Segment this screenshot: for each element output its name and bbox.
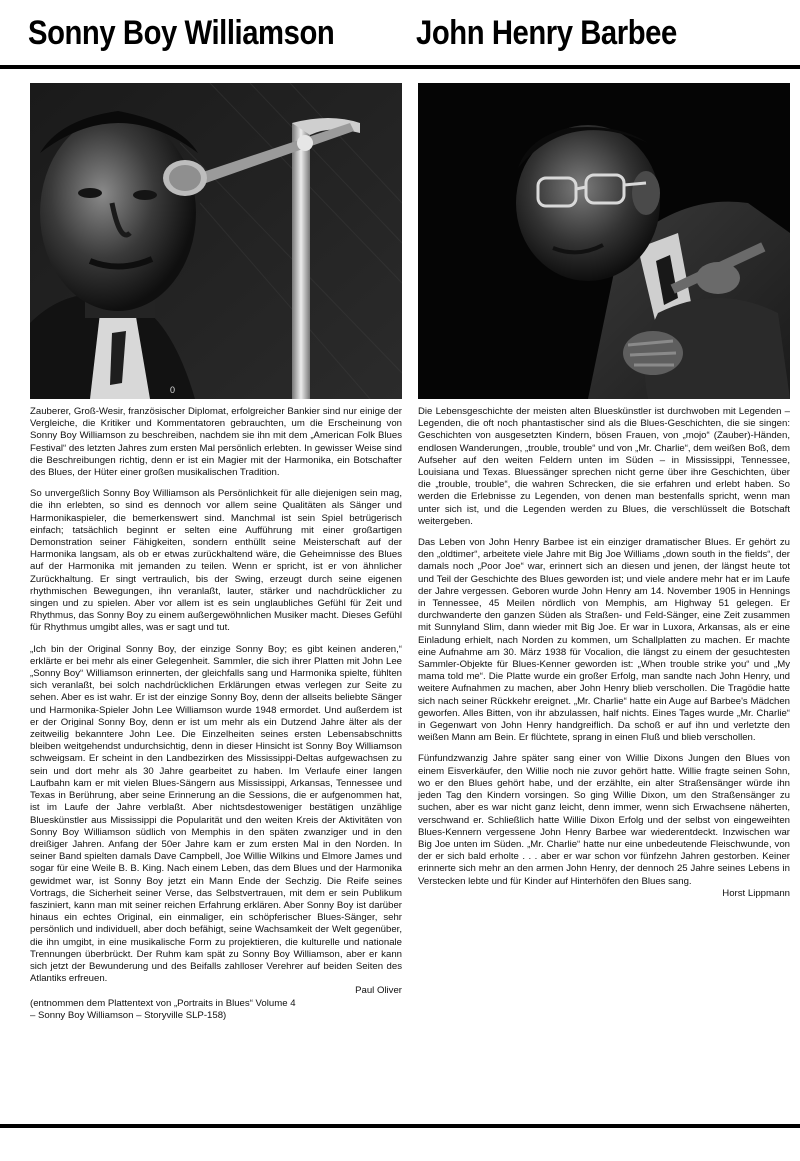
article-john-henry-barbee (418, 406, 790, 900)
left-paragraph-2: So unvergeßlich Sonny Boy Williamson als Persönlichkeit für alle diejenigen sein mag, die ihn erlebten, so sind es dennoch vor allem seine Qualitäten als Sänger und Harmonikaspieler, die bemerkenswert sind. Manchmal ist sein Spiel betrügerisch einfach; tatsächlich beginnt er selten eine Aufführung mit einer großartigen Demonstration seiner Fähigkeiten, sondern enthüllt seine Meisterschaft auf der Harmonika langsam, als ob er etwas zurückhaltend wäre, die Geheimnisse des Blues auf der Harmonika mit jemanden zu teilen. Wenn er spricht, ist er von ähnlicher Zurückhaltung. Er singt vertraulich, bis der Swing, erzeugt durch seine eigenen rhythmischen Bewegungen, ihn veranlaßt, lauter, stärker und nachdrücklicher zu singen und zu spielen. Aber vor allem ist es sein unglaubliches Gefühl für Zeit und Rhythmus, das Sonny Boy zu einem außergewöhnlichen Musiker macht. Dieses Gefühl für Rhythmus umgibt alles, was er sagt und tut. (30, 488, 402, 634)
signature-paul-oliver: Paul Oliver (355, 985, 402, 997)
right-paragraph-3: Fünfundzwanzig Jahre später sang einer von Willie Dixons Jungen den Blues von einem Eisverkäufer, den Willie noch nie zuvor gehört hatte. Willie fragte seinen Sohn, wo er den Blues gehört habe, und der erzählte, ein alter Straßensänger würde ihn jeden Tag den Kindern vorsingen. So ging Willie Dixon, um den Straßensänger zu suchen, aber es war nicht ganz leicht, denn immer, wenn sich Erwachsene näherten, verschwand er. Schließlich hatte Willie Dixon Erfolg und der selbst von eingeweihten Blues-Kennern vergessene John Henry Barbee war wiederentdeckt. Inzwischen war Big Joe unten im Süden. „Mr. Charlie“ hatte nur eine unbedeutende Fleischwunde, von der er sich bald erholte . . . aber er war schon vor fünfzehn Jahren gestorben. Keiner erinnerte sich mehr an den armen John Henry, der dennoch 25 Jahre seines Lebens in Verstecken lebte und für Kinder auf Hinterhöfen den Blues sang. (418, 753, 790, 887)
right-paragraph-2: Das Leben von John Henry Barbee ist ein einziger dramatischer Blues. Er gehört zu den „oldtimer“, arbeitete viele Jahre mit Big Joe Williams „down south in the fields“, der damals noch „Poor Joe“ war, erinnert sich an diesen und jenen, der längst heute tot und Teil der Geschichte des Blues geworden ist; und viele andere mehr hat er im Laufe der Jahre vergessen. Geboren wurde John Henry am 14. November 1905 in Hennings in Tennessee, 45 Meilen nördlich von Memphis, am Highway 51 gelegen. Er durchwanderte den ganzen Süden als Straßen- und Feld-Sänger, eine Zeit zusammen mit Sunnyland Slim, dann wieder mit Big Joe. Er war in Luxora, Arkansas, als er eine Einladung erhielt, nach Norden zu kommen, um Schallplatten zu machen. Er machte eine Aufnahme am 30. März 1938 für Vocalion, die längst zu einem der gesuchtesten Sammler-Objekte für Blues-Kenner geworden ist: „When trouble strike you“ und „My mama told me“. Die Platte wurde ein großer Erfolg, man sandte nach John Henry, und weitere Aufnahmen zu machen, aber John Henry blieb verschollen. Die Tragödie hatte sich nach seiner Rückkehr ereignet. „Mr. Charlie“ hatte ein Auge auf Barbee's Mädchen geworfen. Alles Bitten, von ihr abzulassen, half nichts. Eines Tages wurde „Mr. Charlie“ in Gegenwart von John Henry handgreiflich. Da schoß er auf ihn und verletzte den weißen Mann am Bein. Er flüchtete, sprang in einen Fluß und blieb verschollen. (418, 537, 790, 744)
photo-john-henry-barbee (418, 83, 790, 399)
right-paragraph-1: Die Lebensgeschichte der meisten alten Blueskünstler ist durchwoben mit Legenden – Legenden, die oft noch phantastischer sind als die Blues-Geschichten, die sie singen: Geschichten von ausgesetzten Kindern, bösen Frauen, von „mojo“ (Zauber)-Händen, endlosen Wanderungen, „trouble, trouble“ und von „Mr. Charlie“, dem weißen Boß, dem Aufseher auf den weiten Feldern unten im Süden – in Mississippi, Tennessee, Louisiana und Texas. Bluessänger sprechen nicht gerne über ihre Geschichten, über die „trouble, trouble“, die wahren Schrecken, die sie erfahren und erlebt haben. So werden die Erlebnisse zu Legenden, von denen man bestenfalls spricht, wenn man unter sich ist, und die Legenden werden zu Blues, die verschlüsselt die Botschaft weitergeben. (418, 406, 790, 527)
left-paragraph-1: Zauberer, Groß-Wesir, französischer Diplomat, erfolgreicher Bankier sind nur einige der Vergleiche, die Kritiker und Kommentatoren gebrauchten, um die Erscheinung von Sonny Boy Williamson zu beschreiben, nachdem sie ihn mit dem „American Folk Blues Festival“ des letzten Jahres zum ersten Mal persönlich erlebten. In gewisser Weise sind die Beschreibungen richtig, denn er ist ein Magier mit der Harmonika, ein Botschafter des Blues, der Hüter einer großen musikalischen Tradition. (30, 406, 403, 479)
photo-sonny-boy-illustration (30, 83, 402, 399)
photo-john-henry-illustration (418, 83, 790, 399)
photo-corner-mark: 0 (170, 385, 176, 395)
article-sonny-boy-williamson (30, 406, 402, 1022)
photo-sonny-boy-williamson (30, 83, 402, 399)
top-rule (0, 65, 800, 69)
bottom-rule (0, 1124, 800, 1128)
signature-horst-lippmann: Horst Lippmann (722, 887, 790, 899)
left-paragraph-3: „Ich bin der Original Sonny Boy, der einzige Sonny Boy; es gibt keinen anderen,“ erklärte er bei mehr als einer Gelegenheit. Sammler, die sich ihrer Platten mit John Lee „Sonny Boy“ Williamson erinnerten, der gleichfalls sang und Harmonika spielte, fühlten sich veranlaßt, bei solch nachdrücklichen Erklärungen etwas verlegen zur Seite zu sehen. Aber es ist wahr. Er ist der einzige Sonny Boy, denn der allseits beliebte Sänger und Harmonika-Spieler John Lee Williamson wurde 1948 ermordet. Und außerdem ist er der Original Sonny Boy, denn er ist um mehr als ein Dutzend Jahre älter als der zeitweilig bekanntere John Lee. Die Einzelheiten seines ersten Lebensabschnitts bleiben weitgehendst undurchsichtig, denn in dieser Hinsicht ist Sonny Boy Williamson schweigsam. Er scheint in den Landbezirken des Mississippi-Deltas aufgewachsen zu sein und dort mehr als 30 Jahre gearbeitet zu haben. Im Verlaufe einer langen Laufbahn kam er mit vielen Blues-Sängern aus Mississippi, Arkansas, Tennessee und Texas in Berührung, aber seine Erinnerung an die Sessions, die er aufgenommen hat, ist im Laufe der Jahre verblaßt. Aber nichtsdestoweniger bestätigen unzählige Blueskünstler aus Mississippi die Popularität und den weiten Kreis der Aktivitäten von Sonny Boy Williamson südlich von Memphis in den späten zwanziger und in den dreißiger Jahren. Anfang der 50er Jahre kam er zum ersten Mal in den Norden. In seiner Band spielten damals Dave Campbell, Joe Willie Wilkins und Elmore James und sogar für eine Weile B. B. King. Nach einem Leben, das dem Blues und der Harmonika gewidmet war, ist Sonny Boy jetzt ein Mann Ende der Sechzig. Die Reife seines Vortrags, die Sicherheit seiner Verse, das Selbstvertrauen, mit dem er sein Publikum fasziniert, kann man mit seiner reichen Erfahrung erklären. Aber Sonny Boy ist darüber hinaus ein echtes Original, ein einmaliger, ein schöpferischer Blues-Sänger, sehr persönlich und individuell, aber doch befähigt, seine Wachsamkeit der Welt gegenüber, die ihn umgibt, in eine musikalische Form zu projektieren, die kulturelle und nationale Trennungen überbrückt. Der Ruhm kam spät zu Sonny Boy Williamson, aber er kann sich jetzt der Bewunderung und des Beifalls zahlloser Verehrer auf beiden Seiten des Atlantiks erfreuen. (30, 643, 402, 985)
title-sonny-boy-williamson: Sonny Boy Williamson (28, 14, 335, 52)
source-note-line-1: (entnommen dem Plattentext von „Portraits in Blues“ Volume 4 (30, 997, 296, 1009)
source-note-line-2: – Sonny Boy Williamson – Storyville SLP-158) (30, 1009, 227, 1021)
title-john-henry-barbee: John Henry Barbee (416, 14, 677, 52)
